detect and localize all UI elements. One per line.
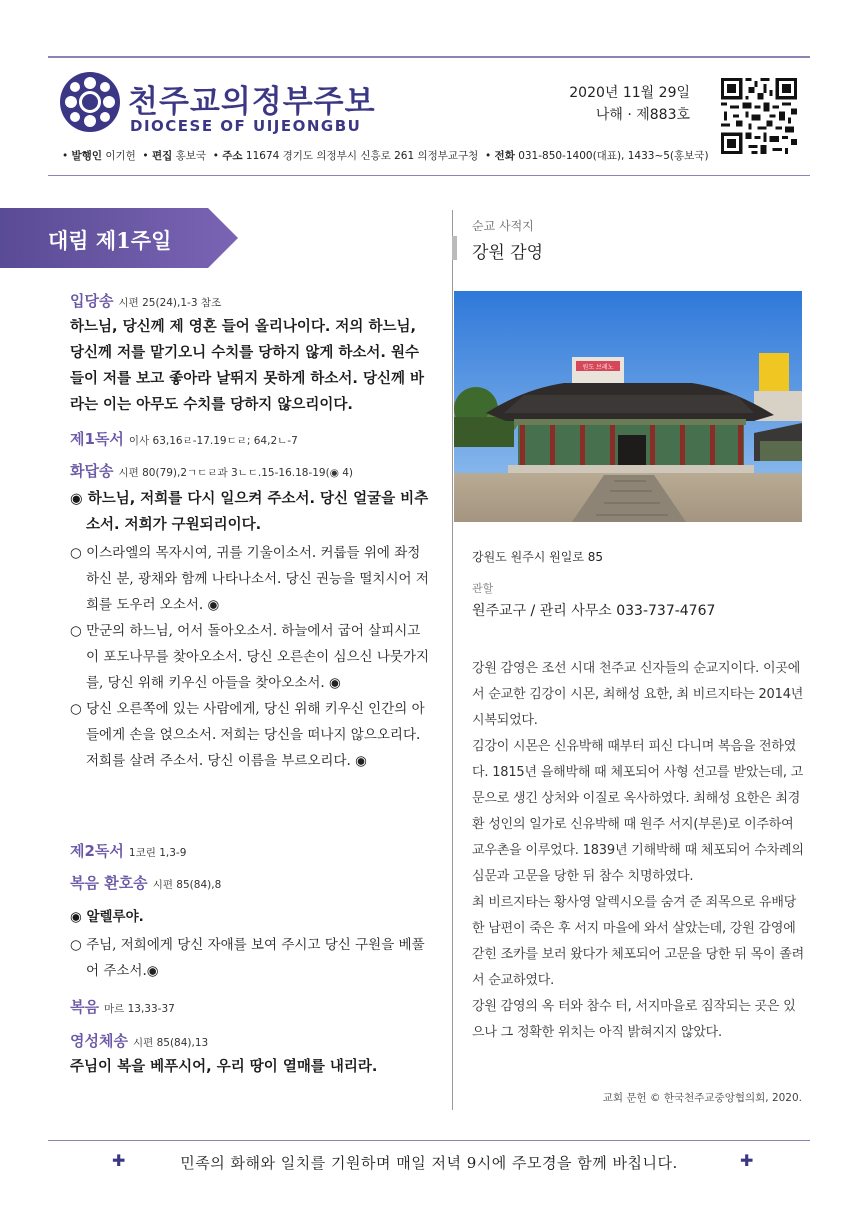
paragraph: 강원 감영의 옥 터와 참수 터, 서지마을로 짐작되는 곳은 있으나 그 정확한 위치는 아직 밝혀지지 않았다. bbox=[472, 999, 796, 1040]
gospel-acclamation-heading: 복음 환호송 시편 85(84),8 bbox=[70, 874, 222, 892]
top-rule bbox=[48, 56, 810, 58]
title-bar bbox=[452, 236, 457, 260]
site-photo bbox=[454, 291, 802, 522]
footer-rule bbox=[48, 1140, 810, 1141]
paragraph: 김강이 시몬은 신유박해 때부터 피신 다니며 복음을 전하였다. 1815년 을해박해 때 체포되어 사형 선고를 받았는데, 고문으로 생긴 상처와 이질로 옥사하였다. 최해성 요한은 최경환 성인의 일가로 신유박해 때 원주 서지(부론)로 이주하여 교우촌을 이루었다. 1839년 기해박해 때 체포되어 수차례의 심문과 고문을 당한 뒤 참수 치명하였다. bbox=[472, 739, 804, 884]
communion-text: 주님이 복을 베푸시어, 우리 땅이 열매를 내리라. bbox=[70, 1059, 378, 1075]
psalm-verse: ○ 이스라엘의 목자시여, 귀를 기울이소서. 커룹들 위에 좌정하신 분, 광채와 함께 나타나소서. 당신 권능을 떨치시어 저희를 도우러 오소서. ◉ bbox=[70, 545, 429, 613]
section-kicker: 순교 사적지 bbox=[472, 219, 534, 233]
psalm-verses bbox=[70, 540, 432, 774]
header-rule bbox=[48, 175, 810, 176]
column-divider bbox=[452, 210, 453, 1110]
brand-title: 천주교의정부주보 bbox=[128, 84, 376, 120]
jurisdiction-label: 관할 bbox=[472, 582, 494, 595]
cross-icon: ✚ bbox=[112, 1151, 126, 1170]
cross-icon: ✚ bbox=[740, 1151, 754, 1170]
paragraph: 최 비르지타는 황사영 알렉시오를 숨겨 준 죄목으로 유배당한 남편이 죽은 후 서지 마을에 와서 살았는데, 강원 감영에 갇힌 조카를 보러 왔다가 체포되어 고문을 당한 뒤 목이 졸려서 순교하였다. bbox=[472, 895, 804, 988]
paragraph: 강원 감영은 조선 시대 천주교 신자들의 순교지이다. 이곳에서 순교한 김강이 시몬, 최해성 요한, 최 비르지타는 2014년 시복되었다. bbox=[472, 661, 804, 728]
communion-heading: 영성체송 시편 85(84),13 bbox=[70, 1032, 209, 1050]
jurisdiction: 원주교구 / 관리 사무소 033-737-4767 bbox=[472, 603, 716, 619]
diocese-logo bbox=[60, 72, 120, 132]
brand-subtitle: DIOCESE OF UIJEONGBU bbox=[130, 117, 362, 135]
psalm-response: ◉ 하느님, 저희를 다시 일으켜 주소서. 당신 얼굴을 비추소서. 저희가 구원되리이다. bbox=[70, 491, 429, 533]
sign-text: 원도 브레노 bbox=[582, 364, 614, 371]
site-address: 강원도 원주시 원일로 85 bbox=[472, 550, 604, 564]
psalm-heading: 화답송 시편 80(79),2ㄱㄷㄹ과 3ㄴㄷ.15-16.18-19(◉ 4) bbox=[70, 462, 353, 480]
gospel-acclamation-verse: ○ 주님, 저희에게 당신 자애를 보여 주시고 당신 구원을 베풀어 주소서.◉ bbox=[70, 937, 425, 979]
publisher-info: • 발행인 이기헌 • 편집 홍보국 • 주소 11674 경기도 의정부시 신흥로 261 의정부교구청 • 전화 031-850-1400(대표), 1433~5(홍보국) bbox=[62, 150, 709, 162]
entrance-antiphon-text: 하느님, 당신께 제 영혼 들어 올리나이다. 저의 하느님, 당신께 저를 맡기오니 수치를 당하지 않게 하소서. 원수들이 저를 보고 좋아라 날뛰지 못하게 하소서. 당신께 바라는 이는 아무도 수치를 당하지 않으리이다. bbox=[70, 319, 425, 413]
site-title: 강원 감영 bbox=[472, 243, 544, 263]
gospel-heading: 복음 마르 13,33-37 bbox=[70, 998, 175, 1016]
site-description bbox=[472, 656, 804, 1046]
second-reading-heading: 제2독서 1코린 1,3-9 bbox=[70, 842, 187, 860]
source-credit: 교회 문헌 © 한국천주교중앙협의회, 2020. bbox=[602, 1092, 802, 1104]
sunday-title: 대림 제1주일 bbox=[48, 228, 172, 253]
entrance-antiphon-heading: 입당송 시편 25(24),1-3 참조 bbox=[70, 292, 222, 310]
issue-number: 나해 · 제883호 bbox=[595, 107, 690, 123]
footer-prayer: 민족의 화해와 일치를 기원하며 매일 저녁 9시에 주모경을 함께 바칩니다. bbox=[180, 1154, 678, 1172]
issue-date: 2020년 11월 29일 bbox=[569, 85, 690, 101]
alleluia: ◉ 알렐루야. bbox=[70, 909, 144, 925]
first-reading-heading: 제1독서 이사 63,16ㄹ-17.19ㄷㄹ; 64,2ㄴ-7 bbox=[70, 430, 298, 448]
qr-code-icon[interactable] bbox=[721, 78, 797, 154]
psalm-verse: ○ 당신 오른쪽에 있는 사람에게, 당신 위해 키우신 인간의 아들에게 손을 얹으소서. 저희는 당신을 떠나지 않으오리다. 저희를 살려 주소서. 당신 이름을 부르오리다. ◉ bbox=[70, 701, 425, 769]
psalm-verse: ○ 만군의 하느님, 어서 돌아오소서. 하늘에서 굽어 살피시고 이 포도나무를 찾아오소서. 당신 오른손이 심으신 나뭇가지를, 당신 위해 키우신 아들을 찾아오소서. ◉ bbox=[70, 623, 430, 691]
